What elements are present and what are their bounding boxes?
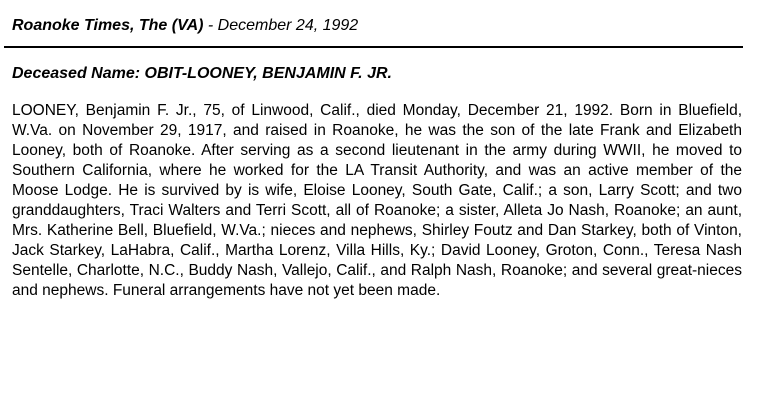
deceased-name-heading: Deceased Name: OBIT-LOONEY, BENJAMIN F. JR. [12,65,392,82]
obituary-text: LOONEY, Benjamin F. Jr., 75, of Linwood, Calif., died Monday, December 21, 1992. Born in Bluefield, W.Va. on November 29, 1917, and raised in Roanoke, he was the son of the late Frank and Elizabeth Looney, both of Roanoke. After serving as a second lieutenant in the army during WWII, he moved to Southern California, where he worked for the LA Transit Authority, and was an active member of the Moose Lodge. He is survived by is wife, Eloise Looney, South Gate, Calif.; a son, Larry Scott; and two granddaughters, Traci Walters and Terri Scott, all of Roanoke; a sister, Alleta Jo Nash, Roanoke; an aunt, Mrs. Katherine Bell, Bluefield, W.Va.; nieces and nephews, Shirley Foutz and Dan Starkey, both of Vinton, Jack Starkey, LaHabra, Calif., Martha Lorenz, Villa Hills, Ky.; David Looney, Groton, Conn., Teresa Nash Sentelle, Charlotte, N.C., Buddy Nash, Vallejo, Calif., and Ralph Nash, Roanoke; and several great-nieces and nephews. Funeral arrangements have not yet been made. [12,102,742,299]
header-separator: - [203,17,218,34]
publication-header [12,16,358,36]
publication-source: Roanoke Times, The (VA) [12,17,204,34]
header-divider [4,46,743,48]
publication-date: December 24, 1992 [217,17,359,34]
